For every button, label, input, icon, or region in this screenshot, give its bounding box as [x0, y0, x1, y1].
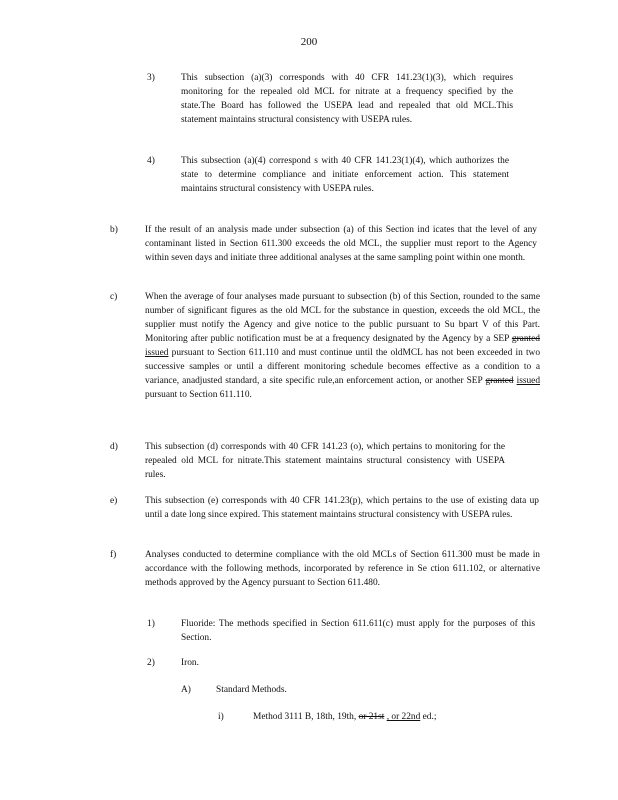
paragraph-b: If the result of an analysis made under subsection (a) of this Section ind icates that the level of any contaminant listed in Section 611.300 exceeds the old MCL, the supplier must report to the Agency within seven days and initiate three additional analyses at the same sampling point within one month. — [145, 225, 537, 263]
inserted-text: , or 22nd — [386, 712, 421, 722]
struck-text: granted — [485, 376, 514, 386]
inserted-text: issued — [145, 348, 169, 358]
paragraph-4: This subsection (a)(4) correspond s with 40 CFR 141.23(1)(4), which authorizes the state to determine compliance and initiate enforcement action. This statement maintains structural consistency with USEPA rules. — [181, 156, 509, 194]
item-label: 1) — [147, 619, 155, 629]
item-label: b) — [110, 225, 118, 235]
item-label: f) — [110, 550, 117, 560]
paragraph-e: This subsection (e) corresponds with 40 CFR 141.23(p), which pertains to the use of existing data up until a date long since expired. This statement maintains structural consistency with USEPA rules. — [145, 496, 539, 520]
item-label: 3) — [147, 73, 155, 83]
item-label: c) — [110, 292, 118, 302]
method-text-end: ed.; — [422, 712, 437, 722]
paragraph-f2ai — [253, 710, 523, 724]
item-label: e) — [110, 496, 118, 506]
item-label: 4) — [147, 156, 155, 166]
item-label: 2) — [147, 658, 155, 668]
paragraph-d: This subsection (d) corresponds with 40 CFR 141.23 (o), which pertains to monitoring for the repealed old MCL for nitrate.This statement maintains structural consistency with USEPA rules. — [145, 442, 505, 480]
page-number: 200 — [300, 36, 318, 48]
paragraph-c-part2: pursuant to Section 611.110 and must continue until the oldMCL has not been exceeded in two successive samples or until a different monitoring schedule becomes effective as a condition to a variance, anadjusted standard, a site specific rule,an enforcement action, or another SEP — [145, 348, 541, 386]
paragraph-f2a: Standard Methods. — [216, 685, 287, 695]
paragraph-c — [145, 290, 540, 402]
item-label: i) — [218, 712, 224, 722]
struck-text: or 21st — [358, 712, 385, 722]
paragraph-c-part3: pursuant to Section 611.110. — [145, 390, 252, 400]
method-text: Method 3111 B, 18th, 19th, — [253, 712, 357, 722]
paragraph-3: This subsection (a)(3) corresponds with 40 CFR 141.23(1)(3), which requires monitoring for the repealed old MCL for nitrate at a frequency specified by the state.The Board has followed the USEPA lead and repealed that old MCL.This statement maintains structural consistency with USEPA rules. — [181, 73, 513, 125]
inserted-text: issued — [516, 376, 541, 386]
item-label: A) — [181, 685, 191, 695]
paragraph-f1: Fluoride: The methods specified in Section 611.611(c) must apply for the purposes of this Section. — [181, 619, 535, 643]
struck-text: granted — [511, 334, 540, 344]
paragraph-c-part1: When the average of four analyses made pursuant to subsection (b) of this Section, rounded to the same number of significant figures as the old MCL for the substance in question, exceeds the old MCL, the supplier must notify the Agency and give notice to the public pursuant to Su bpart V of this Part. Monitoring after public notification must be at a frequency designated by the Agency by a SEP — [145, 292, 540, 344]
paragraph-f: Analyses conducted to determine compliance with the old MCLs of Section 611.300 must be made in accordance with the following methods, incorporated by reference in Se ction 611.102, or alternative methods approved by the Agency pursuant to Section 611.480. — [145, 550, 540, 588]
item-label: d) — [110, 442, 118, 452]
paragraph-f2: Iron. — [181, 658, 199, 668]
